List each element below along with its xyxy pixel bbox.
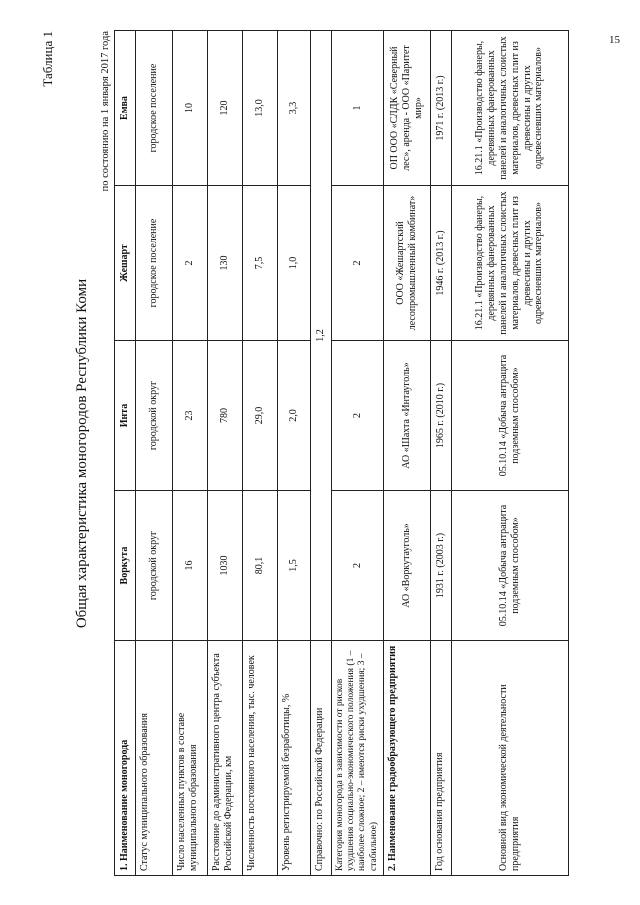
rotated-page [34, 31, 590, 876]
table-row [136, 31, 173, 876]
town-name: Воркута [115, 491, 136, 641]
row-label: 2. Наименование градообразующего предприятия [383, 641, 430, 876]
table-row [451, 31, 568, 876]
document-title: Общая характеристика моногородов Республики Коми [74, 278, 90, 629]
table-cell: 120 [208, 31, 243, 186]
monotowns-table [114, 30, 569, 876]
table-cell: городской округ [136, 341, 173, 491]
table-cell: АО «Шахта «Интауголь» [383, 341, 430, 491]
row-label: Статус муниципального образования [136, 641, 173, 876]
table-cell: ОП ООО «СЛДК «Северный лес», аренда - ООО «Паритет мир» [383, 31, 430, 186]
table-cell: 16 [173, 491, 208, 641]
table-cell: 1965 г. (2010 г.) [430, 341, 451, 491]
town-name: Емва [115, 31, 136, 186]
table-row [208, 31, 243, 876]
town-name: Инта [115, 341, 136, 491]
table-cell: 23 [173, 341, 208, 491]
table-row [332, 31, 384, 876]
table-cell: 1946 г. (2013 г.) [430, 186, 451, 341]
table-row [311, 31, 332, 876]
table-cell: 3,3 [278, 31, 311, 186]
table-cell: 2 [332, 186, 384, 341]
table-cell: городское поселение [136, 31, 173, 186]
table-label: Таблица 1 [40, 31, 55, 87]
table-row [173, 31, 208, 876]
table-cell: 1931 г. (2003 г.) [430, 491, 451, 641]
table-cell: АО «Воркутауголь» [383, 491, 430, 641]
table-cell: 2,0 [278, 341, 311, 491]
table-cell: 130 [208, 186, 243, 341]
table-cell: 13,0 [243, 31, 278, 186]
table-cell: городское поселение [136, 186, 173, 341]
table-cell: городской округ [136, 491, 173, 641]
table-cell: 1,5 [278, 491, 311, 641]
page-number: 15 [609, 34, 620, 46]
table-cell: 16.21.1 «Производство фанеры, деревянных фанерованных панелей и аналогичных слоистых материалов, древесных плит из древесины и других одревесневших материалов» [451, 31, 568, 186]
table-header-row [115, 31, 136, 876]
row-label: Численность постоянного населения, тыс. человек [243, 641, 278, 876]
table-cell: 80,1 [243, 491, 278, 641]
table-cell: 1971 г. (2013 г.) [430, 31, 451, 186]
table-cell: 16.21.1 «Производство фанеры, деревянных фанерованных панелей и аналогичных слоистых материалов, древесных плит из древесины и других одревесневших материалов» [451, 186, 568, 341]
table-row [383, 31, 430, 876]
header-label: 1. Наименование моногорода [115, 641, 136, 876]
table-cell: 05.10.14 «Добыча антрацита подземным способом» [451, 491, 568, 641]
table-cell: 7,5 [243, 186, 278, 341]
table-cell: ООО «Жешартский лесопромышленный комбинат» [383, 186, 430, 341]
row-label: Категория моногорода в зависимости от рисков ухудшения социально-экономического положения (1 – наиболее сложное; 2 – имеются риски ухудшения; 3 – стабильное) [332, 641, 384, 876]
as-of-date: по состоянию на 1 января 2017 года [100, 31, 111, 192]
row-label: Число населенных пунктов в составе муниципального образования [173, 641, 208, 876]
table-cell: 1030 [208, 491, 243, 641]
table-cell: 2 [332, 491, 384, 641]
town-name: Жешарт [115, 186, 136, 341]
row-label: Год основания предприятия [430, 641, 451, 876]
table-cell: 05.10.14 «Добыча антрацита подземным способом» [451, 341, 568, 491]
row-label: Уровень регистрируемой безработицы, % [278, 641, 311, 876]
row-label: Основной вид экономической деятельности предприятия [451, 641, 568, 876]
table-cell: 2 [332, 341, 384, 491]
table-row [243, 31, 278, 876]
table-row [430, 31, 451, 876]
table-cell: 2 [173, 186, 208, 341]
table-cell: 1 [332, 31, 384, 186]
table-cell: 780 [208, 341, 243, 491]
row-label: Расстояние до административного центра субъекта Российской Федерации, км [208, 641, 243, 876]
table-cell: 1,0 [278, 186, 311, 341]
table-cell: 29,0 [243, 341, 278, 491]
table-cell: 10 [173, 31, 208, 186]
table-row [278, 31, 311, 876]
table-cell: 1,2 [311, 31, 332, 641]
row-label: Справочно: по Российской Федерации [311, 641, 332, 876]
